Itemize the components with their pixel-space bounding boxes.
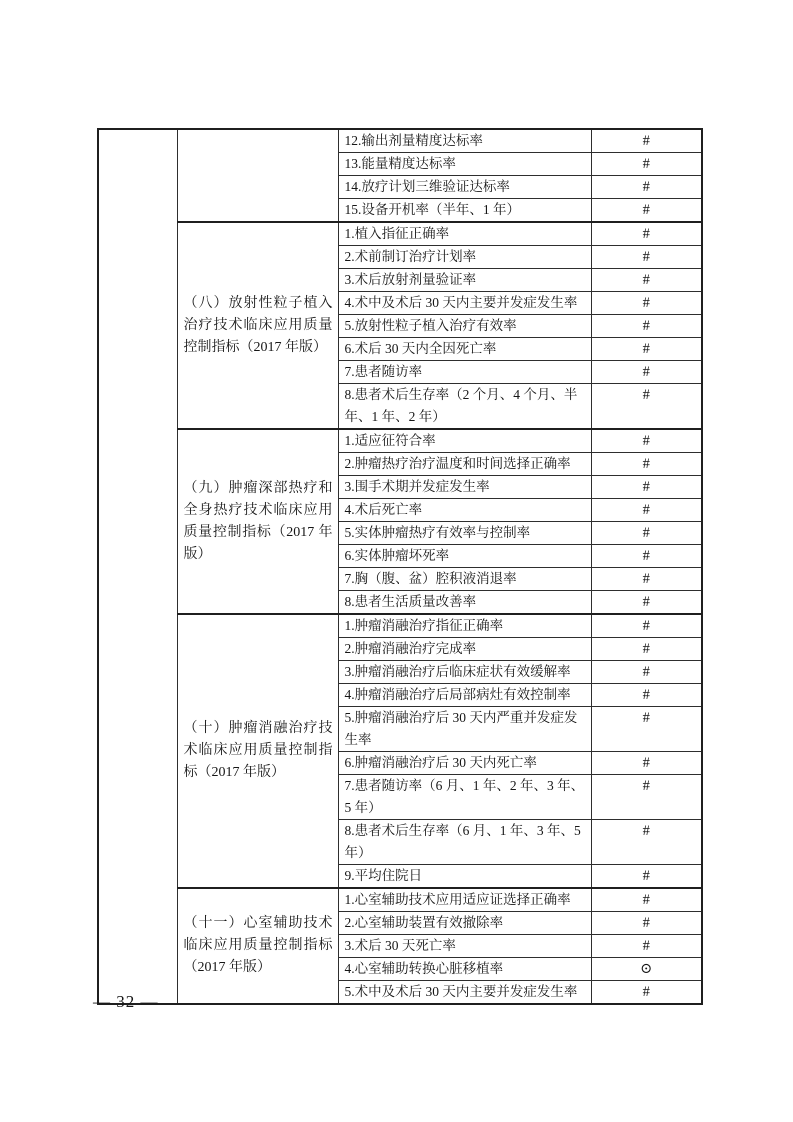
value-cell: # xyxy=(591,292,702,315)
value-cell: # xyxy=(591,199,702,223)
value-cell: # xyxy=(591,591,702,615)
category-cell xyxy=(177,129,338,222)
value-cell: # xyxy=(591,614,702,638)
page-number: — 32 — xyxy=(93,992,159,1011)
indicator-cell: 5.术中及术后 30 天内主要并发症发生率 xyxy=(338,981,591,1005)
value-cell: # xyxy=(591,820,702,865)
indicator-cell: 2.肿瘤消融治疗完成率 xyxy=(338,638,591,661)
indicator-cell: 4.肿瘤消融治疗后局部病灶有效控制率 xyxy=(338,684,591,707)
value-cell: # xyxy=(591,707,702,752)
indicator-cell: 1.适应征符合率 xyxy=(338,429,591,453)
value-cell: # xyxy=(591,384,702,430)
value-cell: # xyxy=(591,522,702,545)
value-cell: # xyxy=(591,499,702,522)
value-cell: # xyxy=(591,429,702,453)
value-cell: # xyxy=(591,176,702,199)
table-row xyxy=(98,222,702,246)
indicator-cell: 12.输出剂量精度达标率 xyxy=(338,129,591,153)
value-cell: # xyxy=(591,638,702,661)
table-row xyxy=(98,129,702,153)
value-cell: # xyxy=(591,888,702,912)
indicator-cell: 6.实体肿瘤坏死率 xyxy=(338,545,591,568)
indicator-cell: 1.心室辅助技术应用适应证选择正确率 xyxy=(338,888,591,912)
indicator-cell: 6.术后 30 天内全因死亡率 xyxy=(338,338,591,361)
indicator-cell: 8.患者术后生存率（6 月、1 年、3 年、5 年） xyxy=(338,820,591,865)
table-body xyxy=(98,129,702,1004)
category-cell: （九）肿瘤深部热疗和全身热疗技术临床应用质量控制指标（2017 年版） xyxy=(177,429,338,614)
indicator-cell: 9.平均住院日 xyxy=(338,865,591,889)
value-cell: # xyxy=(591,246,702,269)
category-cell: （八）放射性粒子植入治疗技术临床应用质量控制指标（2017 年版） xyxy=(177,222,338,429)
indicator-cell: 1.植入指征正确率 xyxy=(338,222,591,246)
indicator-cell: 2.心室辅助装置有效撤除率 xyxy=(338,912,591,935)
indicator-cell: 13.能量精度达标率 xyxy=(338,153,591,176)
value-cell: # xyxy=(591,153,702,176)
indicator-cell: 3.肿瘤消融治疗后临床症状有效缓解率 xyxy=(338,661,591,684)
value-cell: # xyxy=(591,361,702,384)
value-cell: # xyxy=(591,315,702,338)
indicator-cell: 7.患者随访率 xyxy=(338,361,591,384)
category-cell: （十）肿瘤消融治疗技术临床应用质量控制指标（2017 年版） xyxy=(177,614,338,888)
value-cell: # xyxy=(591,453,702,476)
left-spanner-cell xyxy=(98,129,177,1004)
value-cell: # xyxy=(591,661,702,684)
indicator-cell: 8.患者术后生存率（2 个月、4 个月、半年、1 年、2 年） xyxy=(338,384,591,430)
value-cell: # xyxy=(591,568,702,591)
value-cell: # xyxy=(591,545,702,568)
indicator-cell: 3.术后放射剂量验证率 xyxy=(338,269,591,292)
indicator-cell: 3.围手术期并发症发生率 xyxy=(338,476,591,499)
indicator-cell: 15.设备开机率（半年、1 年） xyxy=(338,199,591,223)
indicator-cell: 4.术后死亡率 xyxy=(338,499,591,522)
indicator-cell: 4.心室辅助转换心脏移植率 xyxy=(338,958,591,981)
indicator-cell: 7.胸（腹、盆）腔积液消退率 xyxy=(338,568,591,591)
value-cell: # xyxy=(591,935,702,958)
indicator-cell: 6.肿瘤消融治疗后 30 天内死亡率 xyxy=(338,752,591,775)
value-cell: # xyxy=(591,269,702,292)
table-row xyxy=(98,888,702,912)
value-cell: # xyxy=(591,981,702,1005)
value-cell: # xyxy=(591,752,702,775)
value-cell: ⊙ xyxy=(591,958,702,981)
value-cell: # xyxy=(591,338,702,361)
table-row xyxy=(98,429,702,453)
category-cell: （十一）心室辅助技术临床应用质量控制指标（2017 年版） xyxy=(177,888,338,1004)
indicator-cell: 3.术后 30 天死亡率 xyxy=(338,935,591,958)
indicator-cell: 5.放射性粒子植入治疗有效率 xyxy=(338,315,591,338)
indicator-cell: 1.肿瘤消融治疗指征正确率 xyxy=(338,614,591,638)
value-cell: # xyxy=(591,129,702,153)
indicator-cell: 2.肿瘤热疗治疗温度和时间选择正确率 xyxy=(338,453,591,476)
value-cell: # xyxy=(591,684,702,707)
indicator-cell: 8.患者生活质量改善率 xyxy=(338,591,591,615)
value-cell: # xyxy=(591,476,702,499)
table-row xyxy=(98,614,702,638)
indicator-cell: 7.患者随访率（6 月、1 年、2 年、3 年、5 年） xyxy=(338,775,591,820)
value-cell: # xyxy=(591,222,702,246)
indicator-cell: 2.术前制订治疗计划率 xyxy=(338,246,591,269)
indicator-cell: 14.放疗计划三维验证达标率 xyxy=(338,176,591,199)
indicator-cell: 5.肿瘤消融治疗后 30 天内严重并发症发生率 xyxy=(338,707,591,752)
indicator-cell: 5.实体肿瘤热疗有效率与控制率 xyxy=(338,522,591,545)
quality-control-indicators-table xyxy=(97,128,703,1005)
value-cell: # xyxy=(591,865,702,889)
value-cell: # xyxy=(591,775,702,820)
value-cell: # xyxy=(591,912,702,935)
indicator-cell: 4.术中及术后 30 天内主要并发症发生率 xyxy=(338,292,591,315)
